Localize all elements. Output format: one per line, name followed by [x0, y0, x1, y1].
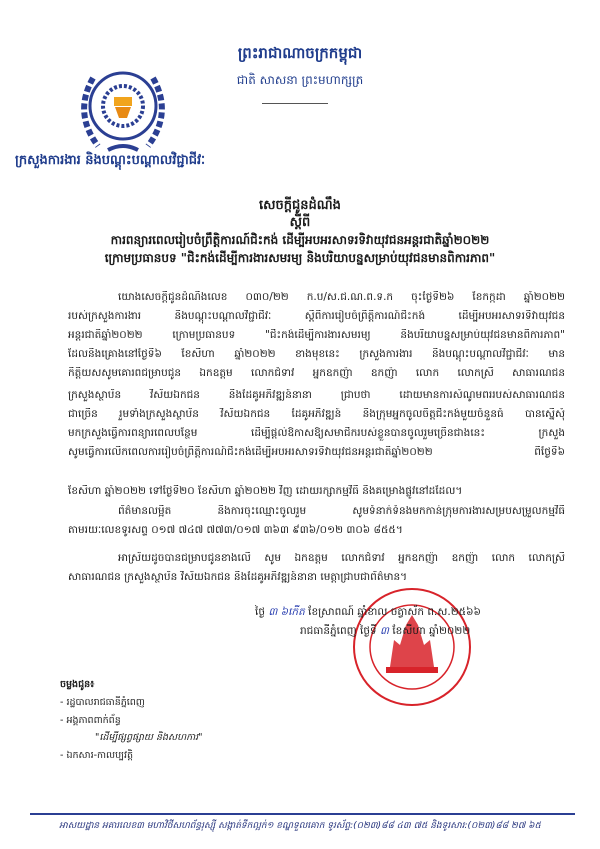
para3-line: សាធារណជន ក្រសួងស្ថាប័ន វិស័យឯកជន និងដៃគូអភិវឌ្ឍន៍នានា មេត្តាជ្រាបជាព័ត៌មាន។ — [68, 571, 408, 583]
para1-line: ជាច្រើន រួមទាំងក្រសួងស្ថាប័ន វិស័យឯកជន ដៃគូអភិវឌ្ឍន៍ និងក្រុមអ្នកចូលចិត្តជិះកង់មួយចំនួនធំ បានស្នើសុំ — [68, 408, 565, 420]
para1-line: ខែសីហា ឆ្នាំ២០២២ ទៅថ្ងៃទី២០ ខែសីហា ឆ្នាំ២០២២ វិញ ដោយរក្សាកម្មវិធី និងគម្រោងផ្លូវនៅដដែល។ — [68, 485, 463, 497]
para3-line: អាស្រ័យដូចបានជម្រាបជូនខាងលើ សូម ឯកឧត្តម លោកជំទាវ អ្នកឧកញ៉ា ឧកញ៉ា លោក លោកស្រី — [118, 552, 565, 564]
handwritten-day: ៣ — [380, 625, 389, 637]
ministry-name: ក្រសួងការងារ និងបណ្តុះបណ្តាលវិជ្ជាជីវៈ — [15, 153, 206, 168]
cc-heading: ចម្លងជូន៖ — [60, 679, 95, 690]
place-date-suffix: ខែសីហា ឆ្នាំ២០២២ — [392, 625, 471, 637]
kingdom-heading: ព្រះរាជាណាចក្រកម្ពុជា — [237, 44, 363, 62]
lunar-date-prefix: ថ្ងៃ — [255, 606, 265, 618]
cc-item-note: "ដើម្បីផ្សព្វផ្សាយ និងសហការ" — [95, 732, 203, 743]
place-date-prefix: រាជធានីភ្នំពេញ ថ្ងៃទី — [300, 625, 377, 637]
cc-item: - រដ្ឋបាលរាជធានីភ្នំពេញ — [60, 697, 145, 708]
para1-line: ក្រសួងស្ថាប័ន វិស័យឯកជន និងដៃគូអភិវឌ្ឍន៍នានា ជ្រាបថា ដោយមានការសំណូមពររបស់សាធារណជន — [68, 389, 565, 401]
para1-line: អន្តរជាតិឆ្នាំ២០២២ ក្រោមប្រធានបទ "ជិះកង់ដើម្បីការងារសមរម្យ និងបរិយាបន្នសម្រាប់យុវជនមានពិការភាព" — [68, 329, 565, 341]
notice-title: សេចក្តីជូនដំណឹង — [259, 198, 341, 213]
footer-address: អាសយដ្ឋាន អគារលេខ៣ មហាវិថីសហព័ន្ធរុស្ស៊ី សង្កាត់ទឹកល្អក់១ ខណ្ឌទួលគោក ទូរស័ព្ទ:(០២៣)៨៨ ៤៣ ៧៥ និងទូរសារ:(០២៣)៨៨ ២៧ ៦៥ — [59, 821, 541, 831]
place-date — [300, 625, 470, 640]
notice-theme: ក្រោមប្រធានបទ "ជិះកង់ដើម្បីការងារសមរម្យ និងបរិយាបន្នសម្រាប់យុវជនមានពិការភាព" — [104, 251, 496, 265]
lunar-date — [255, 606, 481, 621]
footer-divider — [30, 813, 575, 815]
handwritten-lunar-day: ៣ ៦កើត — [268, 606, 305, 618]
notice-subject-label: ស្តីពី — [289, 215, 311, 230]
contact-phones: តាមរយៈលេខទូរសព្ទ ០១៧ ៧៤៧ ៧៧៣/០១៧ ៣៦៣ ៩៣៦/០១២ ៣០៦ ៨៥៥។ — [68, 524, 403, 536]
national-motto: ជាតិ សាសនា ព្រះមហាក្សត្រ — [236, 73, 364, 87]
para2-line: ព័ត៌មានលម្អិត និងការចុះឈ្មោះចូលរួម សូមទំនាក់ទំនងមកកាន់ក្រុមការងារសម្របសម្រួលកម្មវិធី — [118, 505, 565, 517]
ornament-divider — [262, 103, 328, 104]
para1-line: សូមធ្វើការលើកពេលការរៀបចំព្រឹត្តិការណ៍ជិះកង់ដើម្បីអបអរសាទរទិវាយុវជនអន្តរជាតិឆ្នាំ២០២២ ពីថ្ងៃទី៦ — [68, 446, 565, 458]
para1-line: របស់ក្រសួងការងារ និងបណ្តុះបណ្តាលវិជ្ជាជីវៈ ស្តីពីការរៀបចំព្រឹត្តិការណ៍ជិះកង់ ដើម្បីអបអរសាទរទិវាយុវជន — [68, 310, 565, 322]
official-stamp — [350, 585, 475, 710]
para1-line: ដែលនឹងគ្រោងនៅថ្ងៃទី៦ ខែសីហា ឆ្នាំ២០២២ ខាងមុខនេះ ក្រសួងការងារ និងបណ្តុះបណ្តាលវិជ្ជាជីវៈ មាន — [68, 348, 565, 360]
cc-item: - ឯកសារ-កាលប្បវត្តិ — [60, 750, 134, 761]
para1-line: មកក្រសួងធ្វើការពន្យារពេលបន្ថែម ដើម្បីផ្តល់ឱកាសឱ្យសមាជិករបស់ខ្លួនបានចូលរួមច្រើនជាងនេះ ក្រសួង — [68, 427, 565, 439]
notice-subject: ការពន្យារពេលរៀបចំព្រឹត្តិការណ៍ជិះកង់ ដើម្បីអបអរសាទរទិវាយុវជនអន្តរជាតិឆ្នាំ២០២២ — [110, 233, 490, 247]
para1-line: យោងសេចក្តីជូនដំណឹងលេខ ០៣០/២២ ក.ប/ស.ជ.ណ.ព.ទ.ក ចុះថ្ងៃទី២៦ ខែកក្កដា ឆ្នាំ២០២២ — [118, 291, 565, 303]
cc-item: - អង្គភាពពាក់ព័ន្ធ — [60, 715, 121, 726]
para1-line: កិត្តិយសសូមគោរពជម្រាបជូន ឯកឧត្តម លោកជំទាវ អ្នកឧកញ៉ា ឧកញ៉ា លោក លោកស្រី សាធារណជន — [68, 367, 565, 379]
lunar-date-suffix: ខែស្រាពណ៍ ឆ្នាំខាល ចត្វាស័ក ព.ស.២៥៦៦ — [308, 606, 481, 618]
